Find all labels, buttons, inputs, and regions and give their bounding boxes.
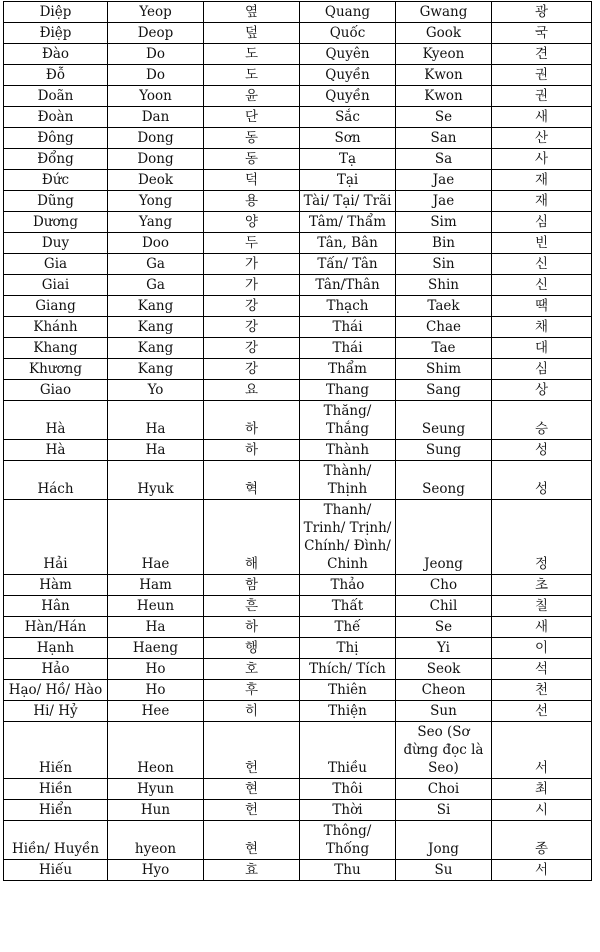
- romanized-name-cell-2: Jae: [396, 170, 492, 191]
- vietnamese-name-cell: Gia: [4, 254, 108, 275]
- korean-name-cell-2: 정: [492, 500, 592, 575]
- romanized-name-cell-2: Jeong: [396, 500, 492, 575]
- table-row: [4, 338, 592, 359]
- vietnamese-name-cell-2: Thái: [300, 317, 396, 338]
- romanized-name-cell-2: Se: [396, 107, 492, 128]
- table-row: [4, 680, 592, 701]
- korean-name-cell: 옆: [204, 2, 300, 23]
- romanized-name-cell-2: Bin: [396, 233, 492, 254]
- table-row: [4, 722, 592, 779]
- table-row: [4, 107, 592, 128]
- romanized-name-cell-2: Kyeon: [396, 44, 492, 65]
- vietnamese-name-cell-2: Thế: [300, 617, 396, 638]
- vietnamese-name-cell: Hàm: [4, 575, 108, 596]
- table-row: [4, 23, 592, 44]
- korean-name-cell-2: 광: [492, 2, 592, 23]
- romanized-name-cell: Kang: [108, 317, 204, 338]
- romanized-name-cell: Deop: [108, 23, 204, 44]
- romanized-name-cell: Yo: [108, 380, 204, 401]
- korean-name-cell: 행: [204, 638, 300, 659]
- romanized-name-cell: Hun: [108, 800, 204, 821]
- korean-name-cell-2: 심: [492, 359, 592, 380]
- romanized-name-cell-2: Sun: [396, 701, 492, 722]
- korean-name-cell: 동: [204, 128, 300, 149]
- korean-name-cell: 효: [204, 860, 300, 881]
- korean-name-cell-2: 서: [492, 860, 592, 881]
- korean-name-cell: 가: [204, 275, 300, 296]
- korean-name-cell-2: 새: [492, 617, 592, 638]
- vietnamese-name-cell: Dương: [4, 212, 108, 233]
- table-row: [4, 860, 592, 881]
- romanized-name-cell: Hyo: [108, 860, 204, 881]
- korean-name-cell: 현: [204, 821, 300, 860]
- vietnamese-name-cell: Điệp: [4, 23, 108, 44]
- vietnamese-name-cell: Diệp: [4, 2, 108, 23]
- romanized-name-cell-2: Seok: [396, 659, 492, 680]
- romanized-name-cell-2: Seong: [396, 461, 492, 500]
- korean-name-cell: 동: [204, 149, 300, 170]
- romanized-name-cell-2: Jong: [396, 821, 492, 860]
- table-row: [4, 596, 592, 617]
- table-row: [4, 170, 592, 191]
- vietnamese-name-cell: Hiền/ Huyền: [4, 821, 108, 860]
- romanized-name-cell: Kang: [108, 296, 204, 317]
- romanized-name-cell: Dan: [108, 107, 204, 128]
- table-row: [4, 65, 592, 86]
- korean-name-cell-2: 견: [492, 44, 592, 65]
- romanized-name-cell: Hyuk: [108, 461, 204, 500]
- vietnamese-name-cell: Đông: [4, 128, 108, 149]
- table-row: [4, 638, 592, 659]
- vietnamese-name-cell-2: Tại: [300, 170, 396, 191]
- korean-name-cell-2: 사: [492, 149, 592, 170]
- vietnamese-name-cell: Giao: [4, 380, 108, 401]
- korean-name-cell: 양: [204, 212, 300, 233]
- romanized-name-cell: Do: [108, 44, 204, 65]
- romanized-name-cell-2: Se: [396, 617, 492, 638]
- vietnamese-name-cell: Hiền: [4, 779, 108, 800]
- vietnamese-name-cell: Hảo: [4, 659, 108, 680]
- vietnamese-name-cell-2: Tân, Bân: [300, 233, 396, 254]
- table-row: [4, 659, 592, 680]
- vietnamese-name-cell-2: Tài/ Tại/ Trãi: [300, 191, 396, 212]
- romanized-name-cell-2: Sim: [396, 212, 492, 233]
- vietnamese-name-cell: Hà: [4, 401, 108, 440]
- korean-name-cell-2: 산: [492, 128, 592, 149]
- table-row: [4, 44, 592, 65]
- romanized-name-cell: Ga: [108, 254, 204, 275]
- korean-name-cell: 용: [204, 191, 300, 212]
- vietnamese-name-cell-2: Thôi: [300, 779, 396, 800]
- vietnamese-name-cell: Hách: [4, 461, 108, 500]
- vietnamese-name-cell-2: Thanh/ Trinh/ Trịnh/ Chính/ Đình/ Chinh: [300, 500, 396, 575]
- vietnamese-name-cell: Hiến: [4, 722, 108, 779]
- korean-name-cell-2: 재: [492, 191, 592, 212]
- table-row: [4, 149, 592, 170]
- romanized-name-cell: Deok: [108, 170, 204, 191]
- vietnamese-name-cell-2: Thái: [300, 338, 396, 359]
- romanized-name-cell: Kang: [108, 338, 204, 359]
- korean-name-cell: 강: [204, 359, 300, 380]
- korean-name-cell-2: 초: [492, 575, 592, 596]
- vietnamese-name-cell-2: Thành: [300, 440, 396, 461]
- korean-name-cell: 현: [204, 779, 300, 800]
- vietnamese-name-cell: Hiếu: [4, 860, 108, 881]
- vietnamese-name-cell-2: Thích/ Tích: [300, 659, 396, 680]
- korean-name-cell: 도: [204, 44, 300, 65]
- vietnamese-name-cell-2: Thu: [300, 860, 396, 881]
- vietnamese-name-cell: Hàn/Hán: [4, 617, 108, 638]
- romanized-name-cell: Ham: [108, 575, 204, 596]
- korean-name-cell: 흔: [204, 596, 300, 617]
- vietnamese-name-cell: Đào: [4, 44, 108, 65]
- romanized-name-cell-2: Kwon: [396, 65, 492, 86]
- table-row: [4, 617, 592, 638]
- romanized-name-cell-2: Seo (Sơ đừng đọc là Seo): [396, 722, 492, 779]
- vietnamese-name-cell: Hiển: [4, 800, 108, 821]
- korean-name-cell-2: 이: [492, 638, 592, 659]
- vietnamese-name-cell: Hân: [4, 596, 108, 617]
- table-row: [4, 500, 592, 575]
- korean-name-cell-2: 심: [492, 212, 592, 233]
- korean-name-cell: 호: [204, 659, 300, 680]
- korean-name-cell: 덕: [204, 170, 300, 191]
- table-row: [4, 2, 592, 23]
- vietnamese-name-cell-2: Thành/ Thịnh: [300, 461, 396, 500]
- romanized-name-cell-2: Taek: [396, 296, 492, 317]
- korean-name-cell-2: 신: [492, 254, 592, 275]
- korean-name-cell-2: 종: [492, 821, 592, 860]
- table-row: [4, 821, 592, 860]
- korean-name-cell-2: 새: [492, 107, 592, 128]
- vietnamese-name-cell: Hi/ Hỷ: [4, 701, 108, 722]
- korean-name-cell-2: 성: [492, 440, 592, 461]
- romanized-name-cell-2: Gook: [396, 23, 492, 44]
- romanized-name-cell: Hyun: [108, 779, 204, 800]
- korean-name-cell: 히: [204, 701, 300, 722]
- korean-name-cell-2: 석: [492, 659, 592, 680]
- vietnamese-name-cell-2: Sơn: [300, 128, 396, 149]
- korean-name-cell: 하: [204, 440, 300, 461]
- table-row: [4, 800, 592, 821]
- korean-name-cell-2: 빈: [492, 233, 592, 254]
- vietnamese-name-cell: Đỗ: [4, 65, 108, 86]
- korean-name-cell: 하: [204, 401, 300, 440]
- korean-name-cell-2: 칠: [492, 596, 592, 617]
- korean-name-cell-2: 성: [492, 461, 592, 500]
- vietnamese-name-cell: Hà: [4, 440, 108, 461]
- vietnamese-name-cell-2: Thiên: [300, 680, 396, 701]
- vietnamese-name-cell-2: Sắc: [300, 107, 396, 128]
- romanized-name-cell: Yong: [108, 191, 204, 212]
- romanized-name-cell: Yeop: [108, 2, 204, 23]
- korean-name-cell: 도: [204, 65, 300, 86]
- romanized-name-cell-2: Tae: [396, 338, 492, 359]
- table-row: [4, 86, 592, 107]
- korean-name-cell-2: 대: [492, 338, 592, 359]
- vietnamese-name-cell: Đoàn: [4, 107, 108, 128]
- vietnamese-name-cell: Duy: [4, 233, 108, 254]
- vietnamese-name-cell-2: Tạ: [300, 149, 396, 170]
- romanized-name-cell: Ga: [108, 275, 204, 296]
- romanized-name-cell: Do: [108, 65, 204, 86]
- korean-name-cell: 헌: [204, 722, 300, 779]
- vietnamese-name-cell-2: Thị: [300, 638, 396, 659]
- romanized-name-cell: Heun: [108, 596, 204, 617]
- vietnamese-name-cell: Khang: [4, 338, 108, 359]
- romanized-name-cell-2: Chil: [396, 596, 492, 617]
- vietnamese-name-cell: Giang: [4, 296, 108, 317]
- romanized-name-cell: Ho: [108, 680, 204, 701]
- romanized-name-cell: Hee: [108, 701, 204, 722]
- korean-name-cell-2: 권: [492, 86, 592, 107]
- vietnamese-name-cell: Dũng: [4, 191, 108, 212]
- romanized-name-cell-2: Cheon: [396, 680, 492, 701]
- vietnamese-name-cell: Đổng: [4, 149, 108, 170]
- romanized-name-cell: Ha: [108, 401, 204, 440]
- korean-name-cell-2: 재: [492, 170, 592, 191]
- vietnamese-name-cell: Đức: [4, 170, 108, 191]
- korean-name-cell-2: 승: [492, 401, 592, 440]
- korean-name-cell: 요: [204, 380, 300, 401]
- table-row: [4, 275, 592, 296]
- romanized-name-cell: Doo: [108, 233, 204, 254]
- korean-name-cell: 함: [204, 575, 300, 596]
- vietnamese-name-cell-2: Quyên: [300, 44, 396, 65]
- vietnamese-name-cell-2: Quốc: [300, 23, 396, 44]
- korean-name-cell: 후: [204, 680, 300, 701]
- korean-name-cell: 단: [204, 107, 300, 128]
- vietnamese-name-cell: Giai: [4, 275, 108, 296]
- romanized-name-cell: Yang: [108, 212, 204, 233]
- vietnamese-name-cell-2: Thạch: [300, 296, 396, 317]
- romanized-name-cell-2: Seung: [396, 401, 492, 440]
- vietnamese-name-cell: Hạnh: [4, 638, 108, 659]
- table-row: [4, 380, 592, 401]
- table-row: [4, 317, 592, 338]
- korean-name-cell-2: 천: [492, 680, 592, 701]
- korean-name-cell-2: 채: [492, 317, 592, 338]
- vietnamese-name-cell-2: Thăng/ Thắng: [300, 401, 396, 440]
- table-row: [4, 779, 592, 800]
- vietnamese-name-cell-2: Tâm/ Thẩm: [300, 212, 396, 233]
- korean-name-cell-2: 신: [492, 275, 592, 296]
- romanized-name-cell: Dong: [108, 149, 204, 170]
- romanized-name-cell-2: Sang: [396, 380, 492, 401]
- romanized-name-cell: Ha: [108, 440, 204, 461]
- korean-name-cell: 가: [204, 254, 300, 275]
- korean-name-cell: 강: [204, 338, 300, 359]
- vietnamese-name-cell: Hải: [4, 500, 108, 575]
- romanized-name-cell: Ha: [108, 617, 204, 638]
- name-translation-table: [3, 1, 592, 881]
- table-row: [4, 701, 592, 722]
- korean-name-cell-2: 시: [492, 800, 592, 821]
- romanized-name-cell: Hae: [108, 500, 204, 575]
- vietnamese-name-cell: Hạo/ Hồ/ Hào: [4, 680, 108, 701]
- vietnamese-name-cell-2: Thẩm: [300, 359, 396, 380]
- korean-name-cell: 강: [204, 296, 300, 317]
- vietnamese-name-cell-2: Thông/ Thống: [300, 821, 396, 860]
- vietnamese-name-cell-2: Quyền: [300, 65, 396, 86]
- table-row: [4, 575, 592, 596]
- korean-name-cell-2: 서: [492, 722, 592, 779]
- vietnamese-name-cell-2: Tấn/ Tân: [300, 254, 396, 275]
- korean-name-cell: 헌: [204, 800, 300, 821]
- vietnamese-name-cell: Doãn: [4, 86, 108, 107]
- romanized-name-cell-2: Shim: [396, 359, 492, 380]
- romanized-name-cell: Kang: [108, 359, 204, 380]
- korean-name-cell: 강: [204, 317, 300, 338]
- romanized-name-cell-2: Kwon: [396, 86, 492, 107]
- korean-name-cell-2: 최: [492, 779, 592, 800]
- romanized-name-cell-2: Yi: [396, 638, 492, 659]
- table-row: [4, 440, 592, 461]
- table-row: [4, 296, 592, 317]
- korean-name-cell-2: 국: [492, 23, 592, 44]
- vietnamese-name-cell-2: Thảo: [300, 575, 396, 596]
- korean-name-cell: 두: [204, 233, 300, 254]
- romanized-name-cell-2: Jae: [396, 191, 492, 212]
- table-row: [4, 254, 592, 275]
- vietnamese-name-cell-2: Thời: [300, 800, 396, 821]
- romanized-name-cell-2: Su: [396, 860, 492, 881]
- table-row: [4, 461, 592, 500]
- korean-name-cell-2: 상: [492, 380, 592, 401]
- vietnamese-name-cell-2: Thang: [300, 380, 396, 401]
- vietnamese-name-cell-2: Tân/Thân: [300, 275, 396, 296]
- romanized-name-cell: Yoon: [108, 86, 204, 107]
- korean-name-cell: 혁: [204, 461, 300, 500]
- romanized-name-cell: Ho: [108, 659, 204, 680]
- korean-name-cell: 덮: [204, 23, 300, 44]
- romanized-name-cell-2: Gwang: [396, 2, 492, 23]
- romanized-name-cell: Heon: [108, 722, 204, 779]
- table-row: [4, 128, 592, 149]
- table-row: [4, 233, 592, 254]
- table-row: [4, 191, 592, 212]
- korean-name-cell: 해: [204, 500, 300, 575]
- romanized-name-cell: Haeng: [108, 638, 204, 659]
- korean-name-cell: 하: [204, 617, 300, 638]
- vietnamese-name-cell-2: Quang: [300, 2, 396, 23]
- romanized-name-cell-2: Chae: [396, 317, 492, 338]
- romanized-name-cell-2: Si: [396, 800, 492, 821]
- romanized-name-cell-2: Shin: [396, 275, 492, 296]
- table-body: [4, 2, 592, 881]
- romanized-name-cell-2: Sin: [396, 254, 492, 275]
- romanized-name-cell-2: Sung: [396, 440, 492, 461]
- vietnamese-name-cell-2: Thất: [300, 596, 396, 617]
- vietnamese-name-cell-2: Thiều: [300, 722, 396, 779]
- romanized-name-cell: Dong: [108, 128, 204, 149]
- romanized-name-cell-2: San: [396, 128, 492, 149]
- korean-name-cell-2: 땍: [492, 296, 592, 317]
- romanized-name-cell: hyeon: [108, 821, 204, 860]
- romanized-name-cell-2: Choi: [396, 779, 492, 800]
- table-row: [4, 359, 592, 380]
- vietnamese-name-cell: Khánh: [4, 317, 108, 338]
- korean-name-cell-2: 선: [492, 701, 592, 722]
- korean-name-cell: 윤: [204, 86, 300, 107]
- romanized-name-cell-2: Cho: [396, 575, 492, 596]
- table-row: [4, 212, 592, 233]
- table-row: [4, 401, 592, 440]
- vietnamese-name-cell-2: Thiện: [300, 701, 396, 722]
- romanized-name-cell-2: Sa: [396, 149, 492, 170]
- vietnamese-name-cell: Khương: [4, 359, 108, 380]
- vietnamese-name-cell-2: Quyền: [300, 86, 396, 107]
- korean-name-cell-2: 권: [492, 65, 592, 86]
